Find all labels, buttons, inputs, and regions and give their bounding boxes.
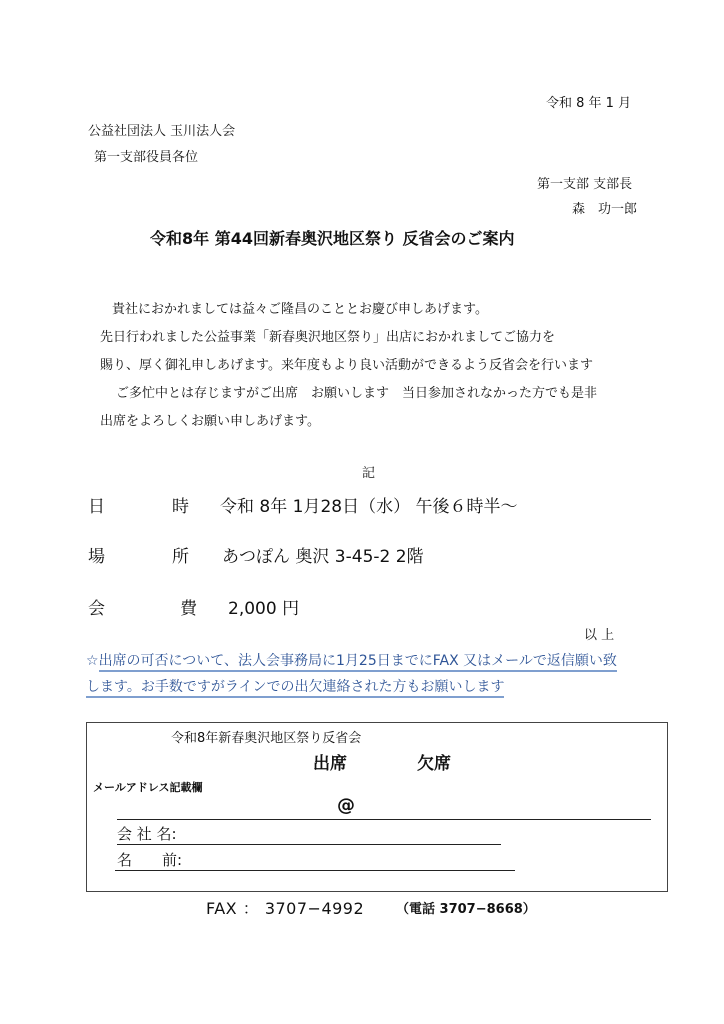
phone-number: （電話 3707−8668） (396, 902, 536, 917)
body-line: 賜り、厚く御礼申しあげます。来年度もより良い活動ができるよう反省会を行います (100, 358, 593, 373)
body-line: ご多忙中とは存じますがご出席 お願いします 当日参加されなかった方でも是非 (116, 386, 598, 401)
detail-label: 会 (88, 599, 105, 619)
detail-label: 時 (172, 497, 189, 517)
sender-title: 第一支部 支部長 (537, 177, 633, 192)
name-field-label: 名 前: (117, 851, 183, 869)
document-title: 令和8年 第44回新春奥沢地区祭り 反省会のご案内 (150, 229, 515, 248)
sender-name: 森 功一郎 (572, 202, 638, 217)
date: 令和 8 年 1 月 (546, 96, 632, 111)
detail-label: 所 (172, 547, 189, 567)
body-line: 貴社におかれましては益々ご隆昌のこととお慶び申しあげます。 (112, 302, 488, 317)
star-icon: ☆ (86, 653, 99, 669)
ki-heading: 記 (362, 466, 376, 481)
reply-form (86, 722, 668, 892)
form-event-title: 令和8年新春奥沢地区祭り反省会 (171, 731, 362, 746)
company-field-label: 会 社 名: (117, 825, 177, 843)
detail-place: あつぽん 奥沢 3-45-2 2階 (222, 547, 424, 567)
organization: 公益社団法人 玉川法人会 (88, 124, 236, 139)
detail-label: 日 (88, 497, 105, 517)
body-line: 出席をよろしくお願い申しあげます。 (100, 414, 320, 429)
notice-text: 出席の可否について、法人会事務局に1月25日までにFAX 又はメールで返信願い致 (99, 653, 617, 672)
reply-notice-line1 (86, 650, 617, 670)
detail-fee: 2,000 円 (228, 599, 300, 619)
fax-number: FAX ： 3707−4992 (206, 899, 365, 918)
recipients: 第一支部役員各位 (94, 150, 199, 165)
detail-datetime: 令和 8年 1月28日（水） 午後６時半～ (220, 497, 518, 517)
email-field[interactable] (117, 819, 651, 820)
name-field[interactable] (115, 870, 515, 871)
detail-label: 費 (180, 599, 197, 619)
email-field-label: メールアドレス記載欄 (93, 781, 203, 794)
closing-ijo: 以 上 (584, 628, 615, 643)
at-sign: @ (337, 795, 355, 816)
absent-option[interactable]: 欠席 (417, 754, 451, 774)
body-line: 先日行われました公益事業「新春奥沢地区祭り」出店におかれましてご協力を (100, 330, 556, 345)
notice-text: します。お手数ですがラインでの出欠連絡された方もお願いします (86, 679, 504, 698)
attend-option[interactable]: 出席 (313, 754, 347, 774)
detail-label: 場 (88, 547, 105, 567)
company-field[interactable] (117, 844, 501, 845)
reply-notice-line2 (86, 676, 504, 696)
